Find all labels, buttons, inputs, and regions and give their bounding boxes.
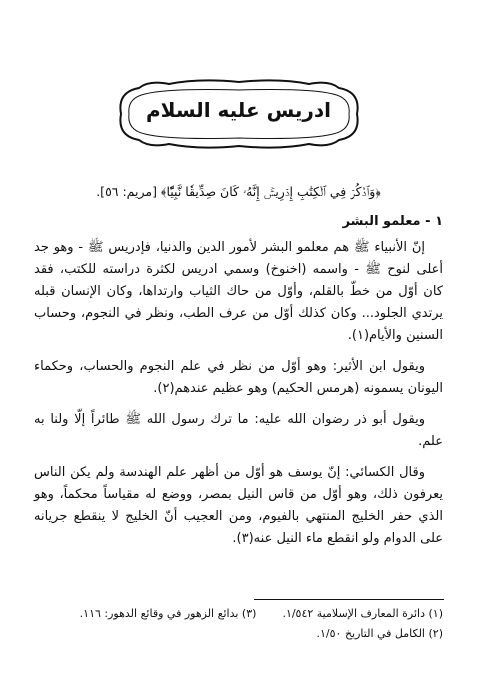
paragraph: ويقول أبو ذر رضوان الله عليه: ما ترك رسول الله ﷺ طائراً إلّا ولنا به علم. — [34, 412, 443, 449]
chapter-title: ادريس عليه السلام — [145, 98, 332, 122]
quran-verse: ﴿وَٱذۡكُرۡ فِي ٱلۡكِتَٰبِ إِدۡرِيسَۚ إِنَّهُۥ كَانَ صِدِّيقٗا نَّبِيّٗا﴾ [مريم: ٥٦]. — [96, 184, 381, 199]
footnote-item: (١) دائرة المعارف الإسلامية ١/٥٤٢. — [282, 607, 443, 620]
footnotes — [34, 604, 443, 644]
title-frame — [109, 78, 369, 150]
paragraph: ويقول ابن الأثير: وهو أوّل من نظر في علم النجوم والحساب، وحكماء اليونان يسمونه (هرمس الحكيم) وهو عظيم عندهم(٢). — [34, 359, 443, 396]
section-heading: ١ - معلمو البشر — [342, 214, 443, 229]
footnote-item: (٣) بدائع الزهور في وقائع الدهور: ١١٦. — [79, 607, 257, 620]
paragraph: وقال الكسائي: إنّ يوسف هو أوّل من أظهر علم الهندسة ولم يكن الناس يعرفون ذلك، وهو أوّل من قاس النيل بمصر، ووضع له مقياساً محكماً، وهو الذي حفر الخليج المنتهي بالفيوم، ومن العجيب أنّ الخليج لا ينقطع جريانه على الدوام ولو انقطع ماء النيل عنه(٣). — [34, 465, 443, 546]
footnote-item: (٢) الكامل في التاريخ ١/٥٠. — [316, 627, 443, 640]
paragraph: إنّ الأنبياء ﷺ هم معلمو البشر لأمور الدين والدنيا، فإدريس ﷺ - وهو جد أعلى لنوح ﷺ - واسمه (اخنوخ) وسمي ادريس لكثرة دراسته للكتب، فقد كان أوّل من خطّ بالقلم، وأوّل من حاك الثياب وارتداها، وكان الإنسان قبله يرتدي الجلود... وكان كذلك أوّل من عرف الطب، ونظر في النجوم، وحساب السنين والأيام(١). — [34, 240, 443, 343]
footnote-divider — [254, 599, 444, 600]
